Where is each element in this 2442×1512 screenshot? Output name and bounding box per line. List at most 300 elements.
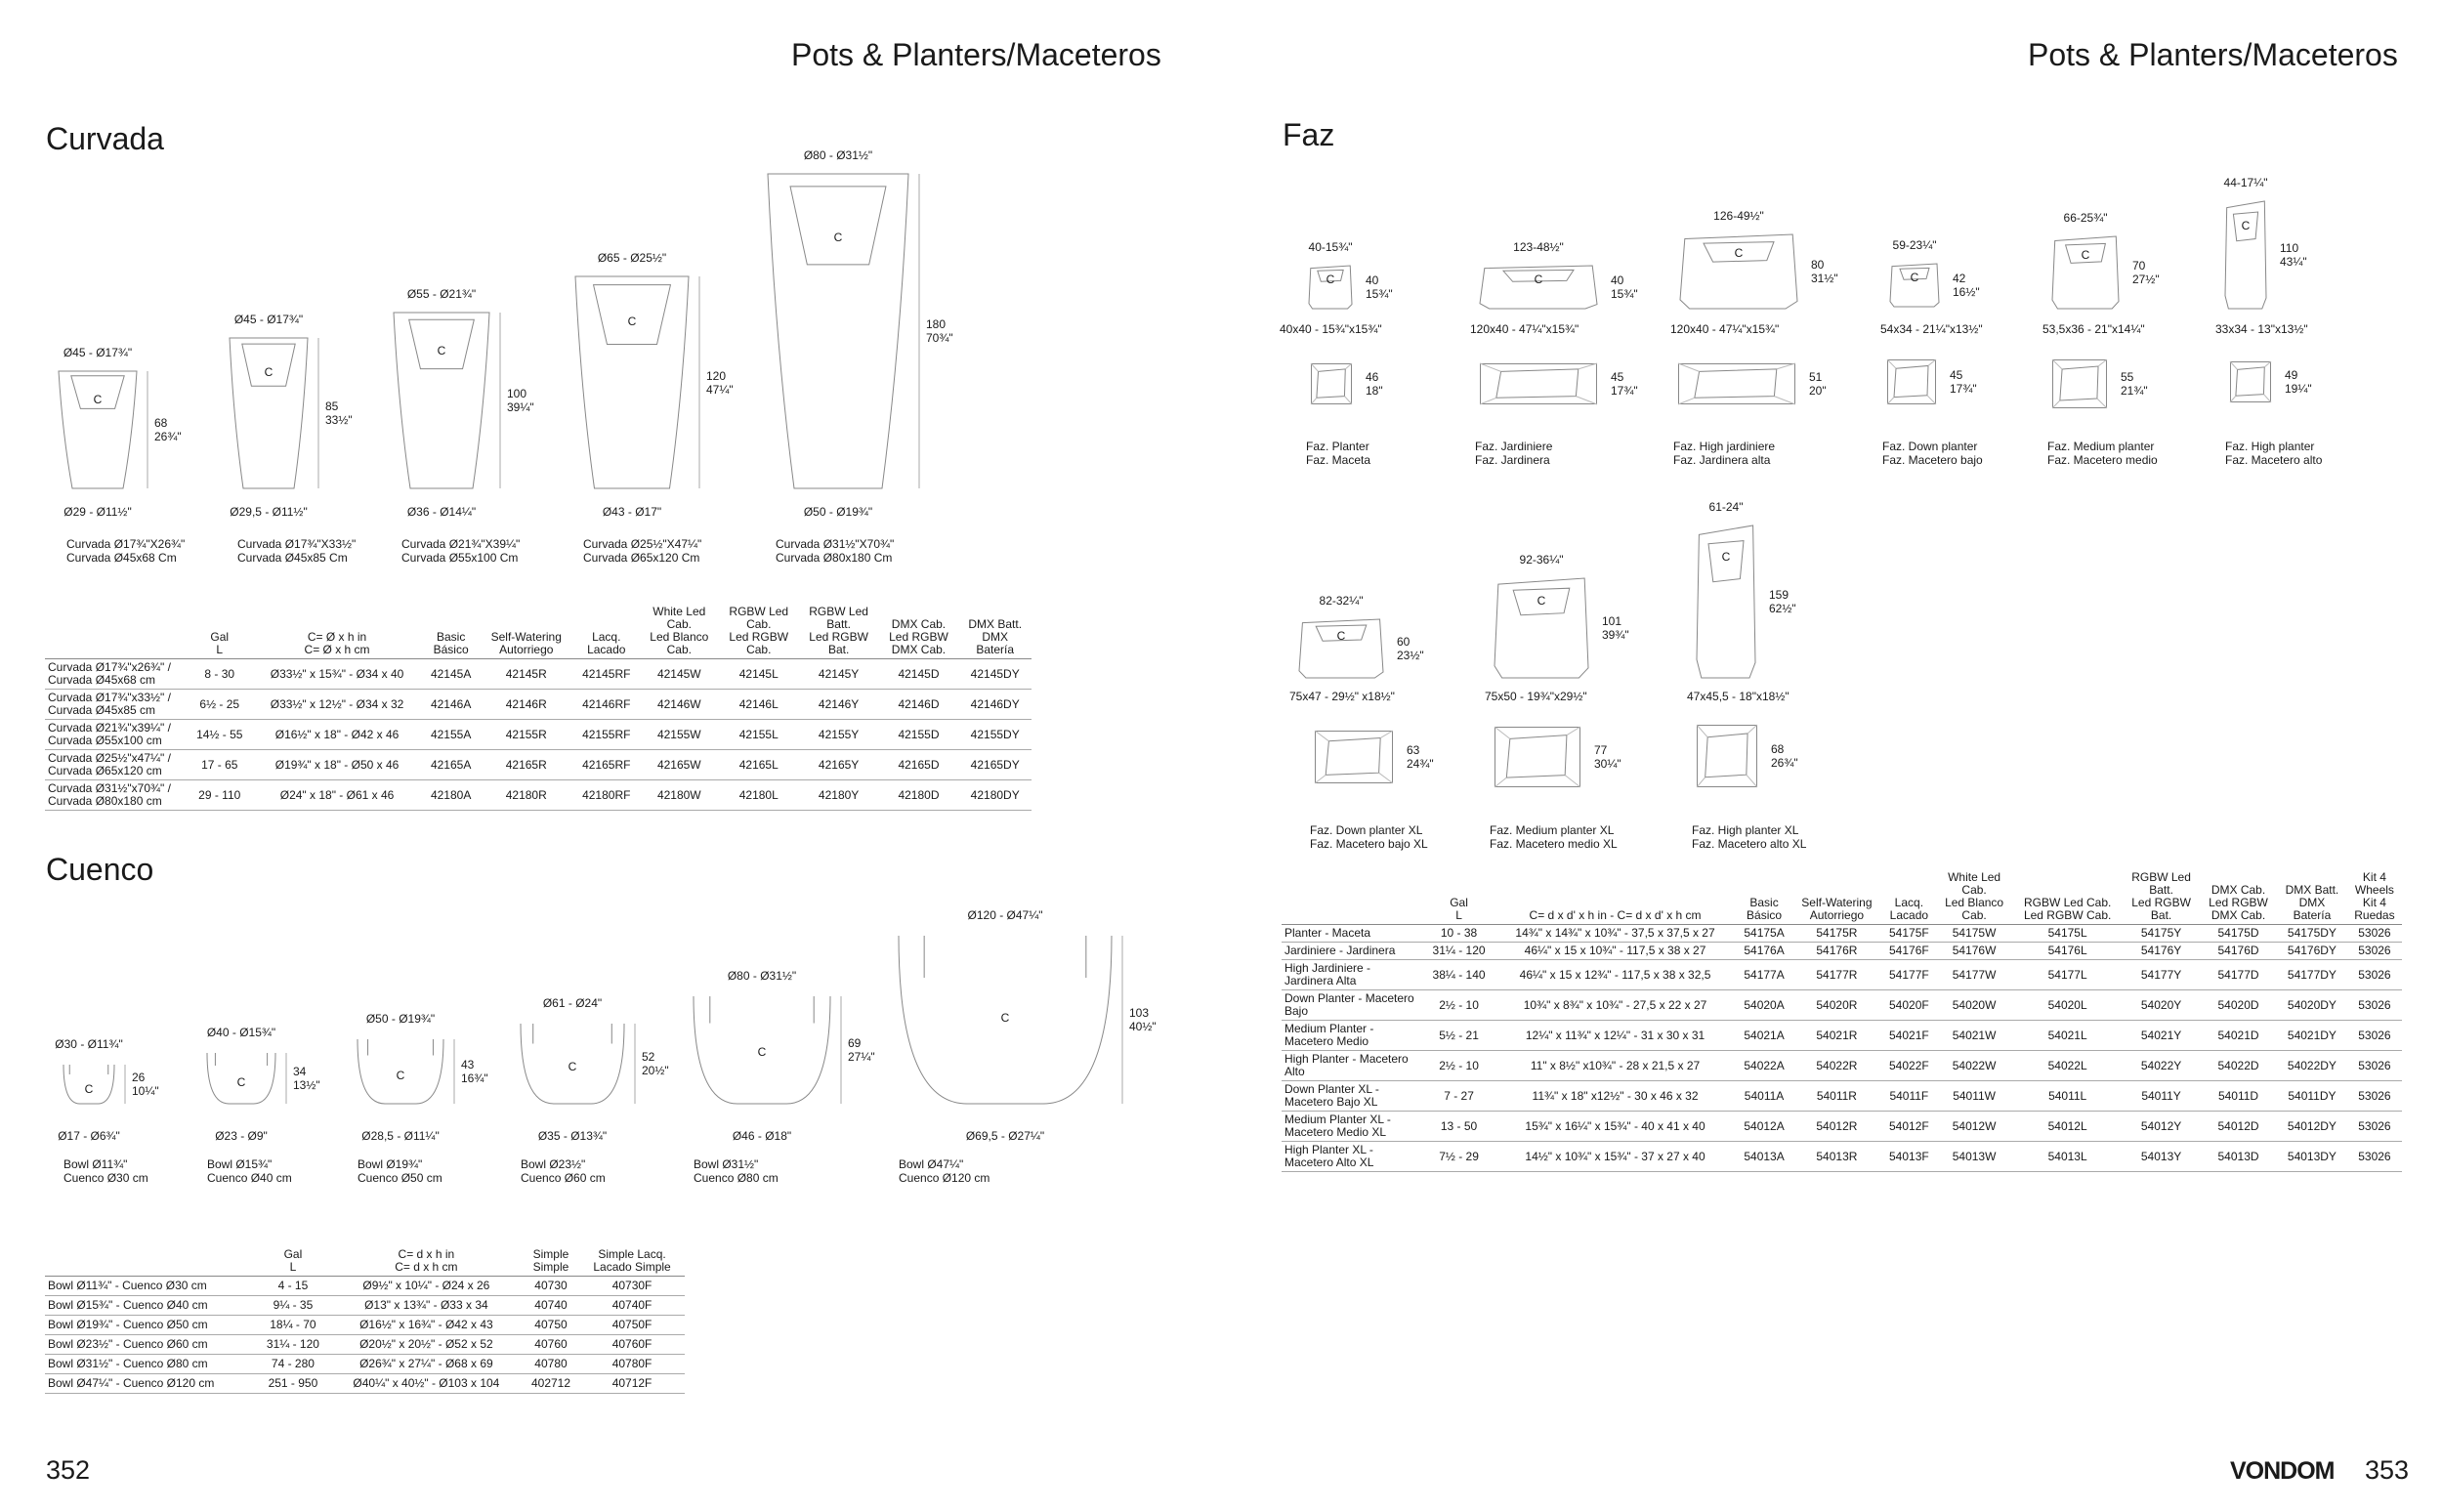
cuenco-bowl-5-bottom-diameter: Ø46 - Ø18"	[732, 1129, 792, 1143]
cuenco-bowl-6-caption-en: Bowl Ø47¼"	[899, 1157, 964, 1171]
faz-table-cell: 54021A	[1737, 1021, 1791, 1051]
curvada-table-cell: 29 - 110	[188, 780, 252, 811]
faz-table-cell: 54011F	[1882, 1081, 1936, 1112]
cuenco-bowl-1-bottom-diameter: Ø17 - Ø6¾"	[58, 1129, 120, 1143]
curvada-table-cell: Ø33½" x 12½" - Ø34 x 32	[252, 690, 423, 720]
faz-table-cell: 54022L	[2012, 1051, 2123, 1081]
table-row	[1282, 943, 2402, 960]
faz-table-cell: 54012F	[1882, 1112, 1936, 1142]
cuenco-bowl-3-top-diameter: Ø50 - Ø19¾"	[365, 1012, 436, 1026]
faz-planter-3-base-dims: 120x40 - 47¼"x15¾"	[1670, 322, 1780, 336]
faz-planter-2-width: 123-48½"	[1513, 240, 1564, 254]
cuenco-table-cell: Bowl Ø47¼" - Cuenco Ø120 cm	[45, 1374, 256, 1394]
faz-table-cell: 54022R	[1791, 1051, 1882, 1081]
faz-planter-3-plan-height-cm: 51	[1809, 370, 1823, 384]
cuenco-bowl-2-height-cm: 34	[293, 1065, 307, 1078]
faz-planter-9-base-dims: 47x45,5 - 18"x18½"	[1687, 690, 1789, 703]
curvada-table-cell: 42146A	[423, 690, 480, 720]
brand-logo: VONDOM	[2230, 1457, 2335, 1485]
faz-planter-1-plan-height-in: 18"	[1366, 384, 1383, 398]
faz-table-header-4: Self-Watering Autorriego	[1791, 871, 1882, 925]
faz-table-cell: 54011D	[2200, 1081, 2277, 1112]
cuenco-bowl-4-c-label: C	[568, 1059, 577, 1073]
faz-table-cell: 54021D	[2200, 1021, 2277, 1051]
curvada-pot-4-c-label: C	[627, 315, 637, 329]
faz-table-cell: 53026	[2347, 990, 2402, 1021]
cuenco-bowl-1-height-cm: 26	[132, 1071, 146, 1084]
faz-table-cell: 2½ - 10	[1424, 990, 1494, 1021]
cuenco-table-cell: 40750	[523, 1316, 579, 1335]
curvada-pot-4-height-line	[696, 276, 702, 488]
faz-planter-3-height-in: 31½"	[1811, 272, 1838, 285]
curvada-table-cell: 42146DY	[958, 690, 1032, 720]
page-number-right: 353	[2365, 1455, 2410, 1485]
faz-table-cell: 53026	[2347, 1081, 2402, 1112]
cuenco-table-header-1: Gal L	[256, 1248, 330, 1277]
faz-table-header-0	[1282, 871, 1424, 925]
faz-planter-7-plan-height-in: 24¾"	[1407, 757, 1434, 771]
curvada-table-header-10: DMX Batt. DMX Batería	[958, 606, 1032, 659]
faz-planter-6-height-cm: 110	[2280, 241, 2299, 255]
curvada-table-cell: 42155DY	[958, 720, 1032, 750]
faz-table-cell: 54013R	[1791, 1142, 1882, 1172]
curvada-pot-3-bottom-diameter: Ø36 - Ø14¼"	[406, 505, 477, 519]
curvada-table-cell: 42180W	[640, 780, 719, 811]
faz-planter-7-plan-drawing	[1315, 731, 1393, 783]
faz-table-cell: 54022F	[1882, 1051, 1936, 1081]
curvada-table-cell: 42180A	[423, 780, 480, 811]
faz-table-cell: 54022D	[2200, 1051, 2277, 1081]
table-row	[45, 659, 1032, 690]
faz-planter-7-caption-es: Faz. Macetero bajo XL	[1310, 837, 1428, 851]
faz-table-cell: 54013A	[1737, 1142, 1791, 1172]
faz-planter-8-height-in: 39¾"	[1602, 628, 1629, 642]
cuenco-table-cell: 40780F	[579, 1355, 685, 1374]
curvada-table-cell: Curvada Ø25½"x47¼" / Curvada Ø65x120 cm	[45, 750, 188, 780]
faz-table-cell: 54177D	[2200, 960, 2277, 990]
faz-table-header-3: Basic Básico	[1737, 871, 1791, 925]
cuenco-bowl-6-caption-es: Cuenco Ø120 cm	[899, 1171, 990, 1185]
faz-table-cell: 54013L	[2012, 1142, 2123, 1172]
cuenco-bowl-5-height-line	[838, 996, 844, 1104]
faz-table-cell: 54011R	[1791, 1081, 1882, 1112]
curvada-pot-5-height-line	[916, 174, 922, 488]
curvada-pot-4-top-diameter: Ø65 - Ø25½"	[597, 251, 667, 265]
curvada-table-cell: 42155W	[640, 720, 719, 750]
faz-planter-7-height-in: 23½"	[1397, 649, 1424, 662]
faz-table-cell: 54177F	[1882, 960, 1936, 990]
faz-planter-8-base-dims: 75x50 - 19¾"x29½"	[1485, 690, 1587, 703]
cuenco-bowl-4-height-line	[632, 1024, 638, 1104]
cuenco-title: Cuenco	[46, 852, 154, 887]
curvada-spec-table	[45, 606, 1032, 811]
faz-planter-8-plan-height-cm: 77	[1594, 743, 1608, 757]
curvada-table-cell: 42146R	[480, 690, 573, 720]
faz-table-cell: 53026	[2347, 960, 2402, 990]
cuenco-bowl-2-caption-en: Bowl Ø15¾"	[207, 1157, 273, 1171]
faz-table-cell: 46¼" x 15 x 10¾" - 117,5 x 38 x 27	[1494, 943, 1737, 960]
cuenco-table-header-0	[45, 1248, 256, 1277]
cuenco-bowl-5-height-in: 27¼"	[848, 1050, 875, 1064]
faz-table-cell: 54012DY	[2277, 1112, 2347, 1142]
cuenco-bowl-3-height-in: 16¾"	[461, 1071, 488, 1085]
curvada-table-cell: Curvada Ø17¾"x26¾" / Curvada Ø45x68 cm	[45, 659, 188, 690]
faz-planter-5-plan-drawing	[2052, 359, 2107, 408]
faz-table-cell: 54011Y	[2123, 1081, 2200, 1112]
cuenco-bowl-6-height-cm: 103	[1129, 1006, 1150, 1020]
curvada-table-cell: 42145Y	[799, 659, 879, 690]
faz-table-cell: 54012A	[1737, 1112, 1791, 1142]
cuenco-table-cell: 40730F	[579, 1277, 685, 1296]
faz-table-cell: 54012D	[2200, 1112, 2277, 1142]
faz-planter-6-plan-drawing	[2230, 361, 2271, 402]
table-row	[1282, 960, 2402, 990]
faz-planter-9-caption-en: Faz. High planter XL	[1692, 823, 1799, 837]
cuenco-bowl-1-height-in: 10¼"	[132, 1084, 159, 1098]
faz-table-cell: 54177L	[2012, 960, 2123, 990]
cuenco-table-cell: Ø40¼" x 40½" - Ø103 x 104	[330, 1374, 523, 1394]
faz-planter-7-plan-height-cm: 63	[1407, 743, 1420, 757]
faz-table-cell: 54177A	[1737, 960, 1791, 990]
curvada-pot-3-c-label: C	[437, 344, 446, 358]
faz-table-cell: 54020A	[1737, 990, 1791, 1021]
faz-table-cell: 53026	[2347, 925, 2402, 943]
curvada-table-header-6: White Led Cab. Led Blanco Cab.	[640, 606, 719, 659]
cuenco-bowl-1-c-label: C	[84, 1082, 94, 1096]
faz-planter-4-plan-drawing	[1887, 359, 1936, 404]
cuenco-bowl-3-caption-es: Cuenco Ø50 cm	[358, 1171, 442, 1185]
faz-table-cell: 54012Y	[2123, 1112, 2200, 1142]
faz-table-cell: Medium Planter XL - Macetero Medio XL	[1282, 1112, 1424, 1142]
faz-planter-2-height-in: 15¾"	[1611, 287, 1638, 301]
faz-table-cell: 54020DY	[2277, 990, 2347, 1021]
curvada-table-cell: Ø19¾" x 18" - Ø50 x 46	[252, 750, 423, 780]
faz-table-cell: 54176DY	[2277, 943, 2347, 960]
cuenco-spec-table	[45, 1248, 685, 1394]
curvada-table-cell: 42146RF	[573, 690, 640, 720]
cuenco-bowl-2-bottom-diameter: Ø23 - Ø9"	[215, 1129, 268, 1143]
curvada-table-cell: 42155D	[879, 720, 959, 750]
curvada-pot-2-c-label: C	[264, 364, 274, 379]
faz-planter-5-caption-en: Faz. Medium planter	[2047, 440, 2155, 453]
curvada-table-cell: 42145RF	[573, 659, 640, 690]
cuenco-table-cell: 9¼ - 35	[256, 1296, 330, 1316]
cuenco-table-cell: 402712	[523, 1374, 579, 1394]
faz-table-cell: 54020L	[2012, 990, 2123, 1021]
faz-table-cell: 14¾" x 14¾" x 10¾" - 37,5 x 37,5 x 27	[1494, 925, 1737, 943]
curvada-table-cell: 42180R	[480, 780, 573, 811]
faz-table-cell: High Planter - Macetero Alto	[1282, 1051, 1424, 1081]
curvada-table-cell: Curvada Ø17¾"x33½" / Curvada Ø45x85 cm	[45, 690, 188, 720]
curvada-table-cell: 42165Y	[799, 750, 879, 780]
faz-table-cell: 53026	[2347, 1051, 2402, 1081]
faz-table-cell: 54021L	[2012, 1021, 2123, 1051]
cuenco-table-header-2: C= d x h in C= d x h cm	[330, 1248, 523, 1277]
cuenco-bowl-5-caption-en: Bowl Ø31½"	[694, 1157, 759, 1171]
faz-table-cell: High Jardiniere - Jardinera Alta	[1282, 960, 1424, 990]
curvada-pot-5-c-label: C	[833, 230, 843, 244]
faz-planter-5-width: 66-25¾"	[2063, 211, 2108, 225]
faz-table-cell: 54013DY	[2277, 1142, 2347, 1172]
curvada-pot-4-caption-en: Curvada Ø25½"X47¼"	[583, 537, 702, 551]
faz-table-cell: 54176L	[2012, 943, 2123, 960]
curvada-table-cell: 42165RF	[573, 750, 640, 780]
faz-planter-1-height-in: 15¾"	[1366, 287, 1393, 301]
curvada-pot-3-caption-es: Curvada Ø55x100 Cm	[401, 551, 519, 565]
curvada-table-cell: 42180RF	[573, 780, 640, 811]
cuenco-bowl-3-bottom-diameter: Ø28,5 - Ø11¼"	[361, 1129, 440, 1143]
cuenco-bowl-3-c-label: C	[396, 1068, 405, 1082]
faz-planter-3-plan-drawing	[1678, 363, 1795, 404]
faz-planter-8-caption-en: Faz. Medium planter XL	[1490, 823, 1615, 837]
cuenco-bowl-2-top-diameter: Ø40 - Ø15¾"	[206, 1026, 276, 1039]
faz-table-cell: 13 - 50	[1424, 1112, 1494, 1142]
faz-table-cell: Medium Planter - Macetero Medio	[1282, 1021, 1424, 1051]
faz-table-cell: 54021DY	[2277, 1021, 2347, 1051]
cuenco-table-header-4: Simple Lacq. Lacado Simple	[579, 1248, 685, 1277]
table-row	[45, 1335, 685, 1355]
faz-planter-5-base-dims: 53,5x36 - 21"x14¼"	[2042, 322, 2145, 336]
faz-table-cell: 54176D	[2200, 943, 2277, 960]
faz-planter-9-c-label: C	[1721, 549, 1731, 564]
faz-table-cell: 38¼ - 140	[1424, 960, 1494, 990]
faz-planter-1-height-cm: 40	[1366, 273, 1379, 287]
table-row	[1282, 1142, 2402, 1172]
cuenco-bowl-1-caption-en: Bowl Ø11¾"	[63, 1157, 128, 1171]
curvada-table-cell: Curvada Ø21¾"x39¼" / Curvada Ø55x100 cm	[45, 720, 188, 750]
faz-table-cell: 54020F	[1882, 990, 1936, 1021]
curvada-table-cell: Ø33½" x 15¾" - Ø34 x 40	[252, 659, 423, 690]
faz-table-cell: 54175A	[1737, 925, 1791, 943]
faz-table-cell: 54013F	[1882, 1142, 1936, 1172]
table-row	[45, 750, 1032, 780]
cuenco-table-cell: Bowl Ø15¾" - Cuenco Ø40 cm	[45, 1296, 256, 1316]
header-right: Pots & Planters/Maceteros	[2028, 37, 2398, 72]
curvada-pot-1-drawing	[59, 371, 137, 488]
curvada-table-header-9: DMX Cab. Led RGBW DMX Cab.	[879, 606, 959, 659]
faz-table-cell: 54013W	[1936, 1142, 2012, 1172]
curvada-pot-3-height-in: 39¼"	[507, 400, 534, 414]
faz-planter-4-plan-height-cm: 45	[1950, 368, 1963, 382]
faz-planter-4-c-label: C	[1910, 271, 1919, 285]
faz-table-cell: 54175R	[1791, 925, 1882, 943]
faz-planter-3-c-label: C	[1734, 246, 1744, 261]
faz-planter-4-height-in: 16½"	[1953, 285, 1980, 299]
faz-table-cell: 54176R	[1791, 943, 1882, 960]
cuenco-bowl-4-caption-en: Bowl Ø23½"	[521, 1157, 586, 1171]
table-row	[1282, 925, 2402, 943]
faz-table-cell: 54175W	[1936, 925, 2012, 943]
table-row	[45, 1316, 685, 1335]
curvada-table-cell: 42180L	[719, 780, 799, 811]
cuenco-table-cell: 18¼ - 70	[256, 1316, 330, 1335]
faz-planter-5-height-cm: 70	[2132, 259, 2146, 273]
faz-table-cell: 53026	[2347, 1142, 2402, 1172]
cuenco-bowl-6-top-diameter: Ø120 - Ø47¼"	[967, 908, 1043, 922]
curvada-table-cell: 42145W	[640, 659, 719, 690]
curvada-table-cell: Ø24" x 18" - Ø61 x 46	[252, 780, 423, 811]
curvada-pot-3-height-line	[497, 313, 503, 488]
faz-title: Faz	[1283, 117, 1335, 152]
cuenco-table-cell: 40740F	[579, 1296, 685, 1316]
curvada-pot-2-caption-es: Curvada Ø45x85 Cm	[237, 551, 348, 565]
faz-planter-7-width: 82-32¼"	[1319, 594, 1364, 608]
faz-table-cell: Planter - Maceta	[1282, 925, 1424, 943]
cuenco-bowl-4-caption-es: Cuenco Ø60 cm	[521, 1171, 606, 1185]
faz-table-cell: 54021F	[1882, 1021, 1936, 1051]
faz-table-cell: 54175D	[2200, 925, 2277, 943]
faz-table-cell: 54013Y	[2123, 1142, 2200, 1172]
faz-table-cell: 54011DY	[2277, 1081, 2347, 1112]
curvada-table-cell: 14½ - 55	[188, 720, 252, 750]
faz-planter-4-width: 59-23¼"	[1892, 238, 1937, 252]
faz-planter-2-plan-height-in: 17¾"	[1611, 384, 1638, 398]
faz-table-cell: 54011W	[1936, 1081, 2012, 1112]
curvada-table-cell: 42165R	[480, 750, 573, 780]
table-row	[1282, 1051, 2402, 1081]
faz-planter-8-width: 92-36¼"	[1519, 553, 1564, 567]
faz-table-cell: 54020Y	[2123, 990, 2200, 1021]
curvada-title: Curvada	[46, 121, 164, 156]
faz-planter-5-height-in: 27½"	[2132, 273, 2160, 286]
faz-planter-9-caption-es: Faz. Macetero alto XL	[1692, 837, 1807, 851]
curvada-pot-1-height-line	[145, 371, 150, 488]
curvada-table-cell: Ø16½" x 18" - Ø42 x 46	[252, 720, 423, 750]
faz-planter-8-c-label: C	[1537, 594, 1546, 609]
curvada-table-cell: 42155Y	[799, 720, 879, 750]
cuenco-bowl-1-caption-es: Cuenco Ø30 cm	[63, 1171, 148, 1185]
faz-planter-3-width: 126-49½"	[1713, 209, 1764, 223]
curvada-pot-4-drawing	[575, 276, 689, 488]
faz-table-cell: 54177W	[1936, 960, 2012, 990]
curvada-table-cell: 42145A	[423, 659, 480, 690]
faz-table-cell: 54022A	[1737, 1051, 1791, 1081]
curvada-pot-4-height-in: 47¼"	[706, 382, 734, 397]
faz-table-cell: 54175Y	[2123, 925, 2200, 943]
faz-table-cell: 54176Y	[2123, 943, 2200, 960]
curvada-table-cell: 42165A	[423, 750, 480, 780]
faz-planter-6-c-label: C	[2241, 218, 2251, 232]
faz-planter-8-plan-height-in: 30¼"	[1594, 757, 1621, 771]
faz-planter-4-height-cm: 42	[1953, 272, 1966, 285]
cuenco-bowl-4-height-cm: 52	[642, 1050, 655, 1064]
curvada-table-cell: 6½ - 25	[188, 690, 252, 720]
cuenco-table-cell: 40750F	[579, 1316, 685, 1335]
curvada-table-cell: 42145DY	[958, 659, 1032, 690]
curvada-table-cell: 42146W	[640, 690, 719, 720]
table-row	[45, 1296, 685, 1316]
table-row	[45, 1277, 685, 1296]
cuenco-table-cell: 4 - 15	[256, 1277, 330, 1296]
faz-planter-9-height-cm: 159	[1769, 588, 1789, 602]
faz-table-cell: 54021Y	[2123, 1021, 2200, 1051]
curvada-pot-5-bottom-diameter: Ø50 - Ø19¾"	[803, 505, 873, 519]
faz-planter-5-c-label: C	[2081, 247, 2090, 262]
faz-planter-2-plan-height-cm: 45	[1611, 370, 1624, 384]
faz-table-header-5: Lacq. Lacado	[1882, 871, 1936, 925]
faz-table-cell: 31¼ - 120	[1424, 943, 1494, 960]
faz-planter-9-width: 61-24"	[1708, 500, 1744, 514]
cuenco-bowl-1-height-line	[122, 1065, 128, 1104]
table-row	[45, 690, 1032, 720]
faz-planter-5-caption-es: Faz. Macetero medio	[2047, 453, 2158, 467]
faz-table-cell: 54022Y	[2123, 1051, 2200, 1081]
faz-table-header-1: Gal L	[1424, 871, 1494, 925]
faz-planter-9-plan-height-cm: 68	[1771, 742, 1785, 756]
faz-planter-2-caption-en: Faz. Jardiniere	[1475, 440, 1553, 453]
faz-planter-1-plan-drawing	[1311, 363, 1352, 404]
curvada-table-header-5: Lacq. Lacado	[573, 606, 640, 659]
curvada-pot-2-height-line	[316, 338, 321, 488]
curvada-pot-5-caption-es: Curvada Ø80x180 Cm	[776, 551, 893, 565]
cuenco-bowl-4-height-in: 20½"	[642, 1064, 669, 1077]
curvada-pot-5-caption-en: Curvada Ø31½"X70¾"	[776, 537, 895, 551]
faz-table-cell: 54012W	[1936, 1112, 2012, 1142]
table-row	[45, 720, 1032, 750]
faz-table-cell: 14½" x 10¾" x 15¾" - 37 x 27 x 40	[1494, 1142, 1737, 1172]
curvada-table-cell: Curvada Ø31½"x70¾" / Curvada Ø80x180 cm	[45, 780, 188, 811]
faz-table-cell: 54011L	[2012, 1081, 2123, 1112]
cuenco-bowl-6-height-line	[1119, 936, 1125, 1104]
cuenco-bowl-3-height-cm: 43	[461, 1058, 475, 1071]
cuenco-table-cell: 74 - 280	[256, 1355, 330, 1374]
table-row	[45, 1374, 685, 1394]
faz-table-cell: 53026	[2347, 1021, 2402, 1051]
faz-planter-7-base-dims: 75x47 - 29½" x18½"	[1289, 690, 1395, 703]
curvada-pot-4-height-cm: 120	[706, 368, 727, 383]
cuenco-table-cell: Bowl Ø11¾" - Cuenco Ø30 cm	[45, 1277, 256, 1296]
faz-table-cell: 54022DY	[2277, 1051, 2347, 1081]
curvada-pot-2-bottom-diameter: Ø29,5 - Ø11½"	[230, 505, 308, 519]
faz-planter-6-width: 44-17¼"	[2223, 176, 2268, 189]
curvada-pot-2-caption-en: Curvada Ø17¾"X33½"	[237, 537, 357, 551]
faz-table-cell: 2½ - 10	[1424, 1051, 1494, 1081]
header-left: Pots & Planters/Maceteros	[791, 37, 1161, 72]
curvada-table-cell: 42180D	[879, 780, 959, 811]
table-row	[45, 1355, 685, 1374]
table-row	[45, 780, 1032, 811]
cuenco-table-cell: 31¼ - 120	[256, 1335, 330, 1355]
faz-planter-9-plan-height-in: 26¾"	[1771, 756, 1798, 770]
cuenco-bowl-4-bottom-diameter: Ø35 - Ø13¾"	[537, 1129, 608, 1143]
faz-planter-6-height-in: 43¼"	[2280, 255, 2307, 269]
faz-table-header-11: Kit 4 Wheels Kit 4 Ruedas	[2347, 871, 2402, 925]
curvada-table-cell: 42146D	[879, 690, 959, 720]
faz-table-cell: Down Planter - Macetero Bajo	[1282, 990, 1424, 1021]
cuenco-bowl-3-height-line	[451, 1039, 457, 1104]
faz-planter-5-plan-height-cm: 55	[2121, 370, 2134, 384]
curvada-table-cell: 42146L	[719, 690, 799, 720]
curvada-table-header-2: C= Ø x h in C= Ø x h cm	[252, 606, 423, 659]
faz-planter-3-plan-height-in: 20"	[1809, 384, 1827, 398]
faz-planter-4-caption-es: Faz. Macetero bajo	[1882, 453, 1983, 467]
faz-table-header-7: RGBW Led Cab. Led RGBW Cab.	[2012, 871, 2123, 925]
faz-planter-1-width: 40-15¾"	[1308, 240, 1353, 254]
faz-planter-4-plan-height-in: 17¾"	[1950, 382, 1977, 396]
faz-table-cell: 54020W	[1936, 990, 2012, 1021]
faz-planter-4-caption-en: Faz. Down planter	[1882, 440, 1978, 453]
table-row	[1282, 1112, 2402, 1142]
faz-table-cell: 10 - 38	[1424, 925, 1494, 943]
curvada-table-header-3: Basic Básico	[423, 606, 480, 659]
faz-table-header-6: White Led Cab. Led Blanco Cab.	[1936, 871, 2012, 925]
faz-table-cell: 54177R	[1791, 960, 1882, 990]
faz-planter-4-base-dims: 54x34 - 21¼"x13½"	[1880, 322, 1983, 336]
faz-planter-1-c-label: C	[1326, 273, 1335, 287]
cuenco-bowl-2-height-line	[283, 1053, 289, 1104]
faz-planter-6-caption-es: Faz. Macetero alto	[2225, 453, 2323, 467]
faz-planter-8-plan-drawing	[1495, 727, 1580, 787]
